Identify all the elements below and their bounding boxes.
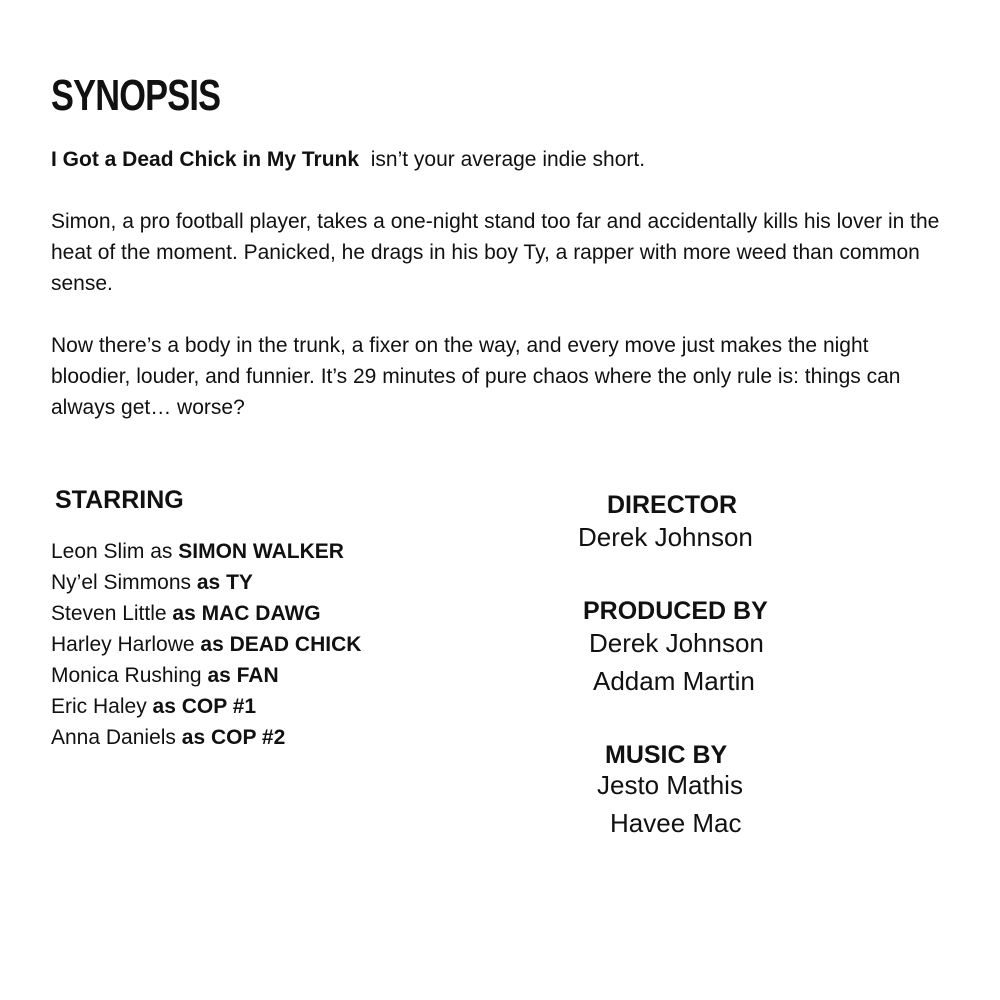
synopsis-heading: SYNOPSIS <box>51 71 221 120</box>
cast-item <box>51 660 361 691</box>
director-name: Derek Johnson <box>578 522 753 552</box>
synopsis-intro-text: isn’t your average indie short. <box>370 148 646 171</box>
cast-actor: Steven Little <box>51 602 167 625</box>
cast-item <box>51 598 361 629</box>
cast-role: as FAN <box>207 664 279 687</box>
cast-actor: Monica Rushing <box>51 664 202 687</box>
synopsis-paragraph-2: Simon, a pro football player, takes a one-night stand too far and accidentally kills his lover in the heat of the moment. Panicked, he drags in his boy Ty, a rapper with more weed than common sense. <box>51 210 940 295</box>
cast-actor: Eric Haley <box>51 695 147 718</box>
producer-name: Addam Martin <box>593 666 755 696</box>
director-heading: DIRECTOR <box>607 491 738 519</box>
cast-role: as DEAD CHICK <box>200 633 362 656</box>
cast-role: as COP #2 <box>181 726 286 749</box>
cast-item <box>51 691 361 722</box>
cast-item <box>51 722 361 753</box>
producer-name: Derek Johnson <box>589 628 764 658</box>
starring-heading: STARRING <box>55 486 184 514</box>
composer-name: Jesto Mathis <box>597 770 743 800</box>
synopsis-paragraph-3: Now there’s a body in the trunk, a fixer on the way, and every move just makes the night bloodier, louder, and funnier. It’s 29 minutes of pure chaos where the only rule is: things can always get… worse? <box>51 334 901 419</box>
film-title: I Got a Dead Chick in My Trunk <box>51 148 360 171</box>
cast-role: as COP #1 <box>152 695 257 718</box>
composer-name: Havee Mac <box>610 808 742 838</box>
cast-item <box>51 536 361 567</box>
cast-actor: Anna Daniels <box>51 726 176 749</box>
cast-role: SIMON WALKER <box>178 540 344 563</box>
cast-actor: Ny’el Simmons <box>51 571 192 594</box>
cast-role: as TY <box>196 571 253 594</box>
music-by-heading: MUSIC BY <box>605 741 728 769</box>
cast-item <box>51 567 361 598</box>
cast-item <box>51 629 361 660</box>
cast-list <box>51 536 361 753</box>
cast-actor: Harley Harlowe <box>51 633 195 656</box>
produced-by-heading: PRODUCED BY <box>583 597 768 625</box>
cast-role: as MAC DAWG <box>172 602 321 625</box>
synopsis-intro <box>51 144 951 175</box>
cast-actor: Leon Slim as <box>51 540 173 563</box>
